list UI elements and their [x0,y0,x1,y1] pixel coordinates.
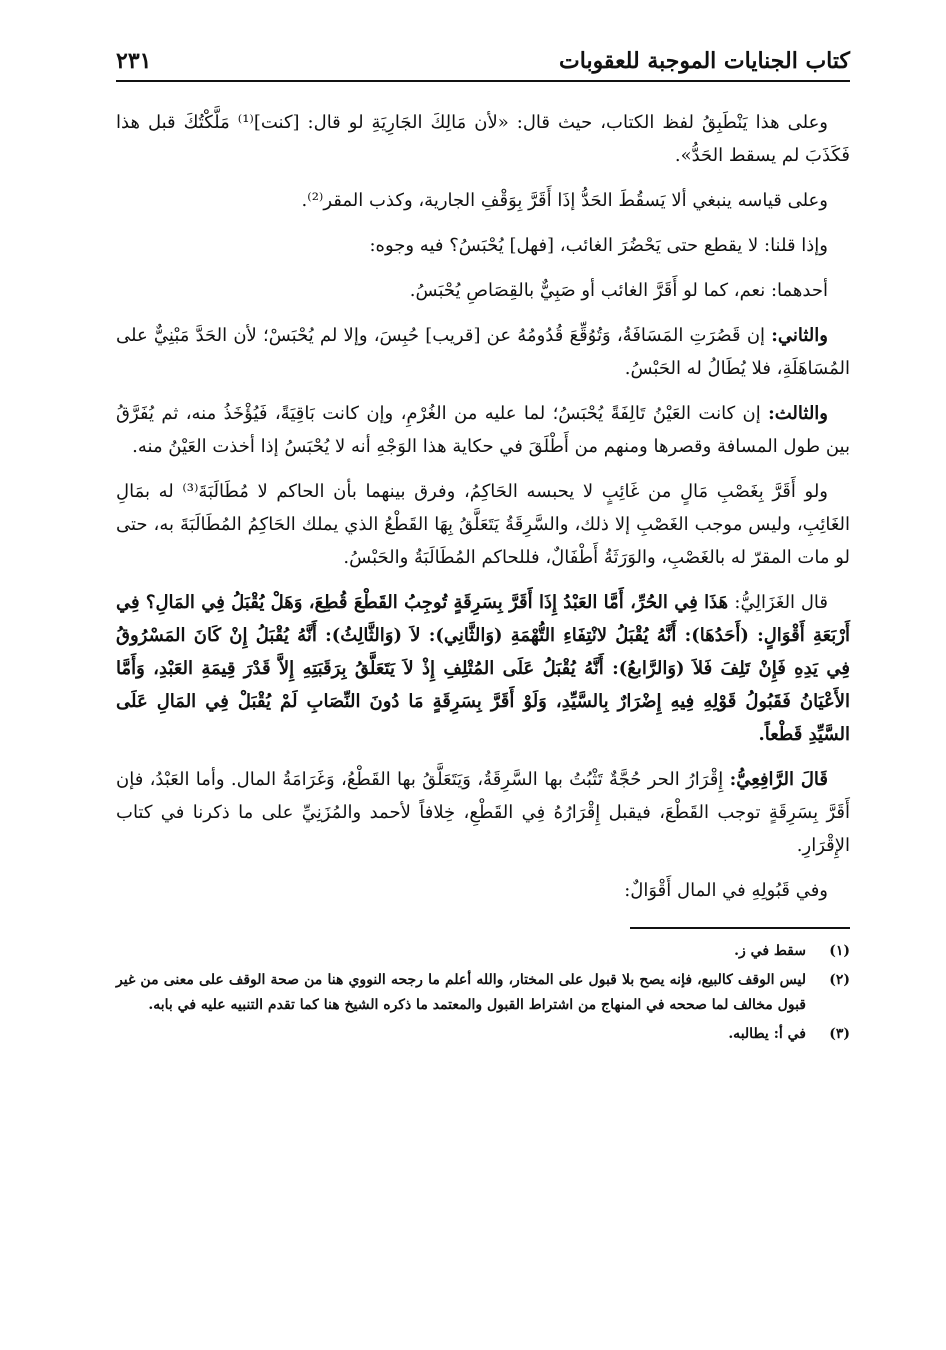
footnote-text: في أ: يطالبه. [728,1026,806,1042]
paragraph: ولو أَقَرَّ بِغَصْبِ مَالٍ من غَائِبٍ لا يحبسه الحَاكِمُ، وفرق بينهما بأن الحاكم لا مُطَالَبَةَ⁽³⁾ له بمَالِ الغَائِبِ، وليس موجب الغَصْبِ إلا ذلك، والسَّرِقَةُ يَتَعَلَّقُ بِهَا القَطْعُ الذي يملك الحَاكِمُ المُطَالَبَةَ به، حتى لو مات المقرّ له بالغَصْبِ، والوَرَثَةُ أَطْفَالٌ، فللحاكم المُطَالَبَةُ والحَبْسُ. [116,481,850,568]
paragraph: وإذا قلنا: لا يقطع حتى يَحْضُرَ الغائب، [فهل] يُحْبَسُ؟ فيه وجوه: [369,235,828,256]
running-header [116,48,850,82]
footnote-number: (٢) [829,972,850,988]
footnote [116,939,850,964]
paragraph-label: قَالَ الرَّافِعِيُّ: [729,769,828,790]
paragraph-label: والثالث: [768,403,828,424]
paragraph: والثالث: إن كانت العَيْنُ تَالِفَةً يُحْبَسُ؛ لما عليه من الغُرْمِ، وإن كانت بَاقِيَةً، فَيُؤْخَذُ منه، ثم يُفَرَّقُ بين طول المسافة وقصرها ومنهم من أَطْلَقَ في حكاية هذا الوَجْهِ أنه لا يُحْبَسُ إذا أخذت العَيْنُ منه. [116,403,850,457]
footnote-number: (١) [829,943,850,959]
footnote-text: ليس الوقف كالبيع، فإنه يصح بلا قبول على المختار، والله أعلم ما رجحه النووي هنا من صحة الوقف على معنى من غير قبول مخالف لما صححه في المنهاج من اشتراط القبول والمعتمد ما ذكره الشيخ هنا كما تقدم التنبيه عليه في بابه. [116,972,806,1013]
paragraph: وعلى قياسه ينبغي ألا يَسقُطَ الحَدُّ إذَا أَقَرَّ بِوَقْفِ الجارية، وكذب المقر⁽²⁾. [301,190,828,211]
header-title: كتاب الجنايات الموجبة للعقوبات [559,48,850,74]
paragraph-label: قال الغَزَالِيُّ: [734,592,828,613]
footnote [116,968,850,1018]
ghazali-quote: قال الغَزَالِيُّ: هَذَا فِي الحُرِّ، أَمَّا العَبْدُ إِذَا أَقَرَّ بِسَرِقَةٍ تُوجِبُ القَطْعَ قُطِعَ، وَهَلْ يُقْبَلُ فِي المَالِ؟ فِي أَرْبَعَةِ أَقْوَالٍ: (أَحَدُهَا): أَنَّهُ يُقْبَلُ لانْتِفَاءِ التُّهْمَةِ (وَالثَّانِي): لاَ (وَالثَّالِثُ): أَنَّهُ يُقْبَلُ إِنْ كَانَ المَسْرُوقُ فِي يَدِهِ فَإِنْ تَلِفَ فَلاَ (وَالرَّابعُ): أَنَّهُ يُقْبَلُ عَلَى المُتْلِفِ إِذْ لاَ يَتَعَلَّقُ بِرَقَبَتِهِ إِلاَّ قَدْرَ قِيمَةِ العَبْدِ، وَأَمَّا الأَعْيَانُ فَقَبُولُ قَوْلِهِ فِيهِ إِضْرَارٌ بِالسَّيِّدِ، وَلَوْ أَقَرَّ بِسَرِقَةٍ مَا دُونَ النِّصَابِ لَمْ يُقْبَلْ فِي المَالِ عَلَى السَّيِّدِ قَطْعاً. [116,592,850,745]
footnote-divider [630,927,850,929]
footnote-number: (٣) [829,1026,850,1042]
paragraph: قَالَ الرَّافِعِيُّ: إِقْرَارُ الحر حُجَّةٌ تَثْبُتُ بها السَّرِقَةُ، وَيَتَعَلَّقُ بها القَطْعُ، وَغَرَامَةُ المال. وأما العَبْدُ، فإن أَقَرَّ بِسَرِقَةٍ توجب القَطْعَ، فيقبل إِقْرَارُهُ فِي القَطْعِ، خِلافاً لأحمد والمُزَنِيِّ على ما ذكرنا في كتاب الإِقْرَارِ. [116,769,850,856]
footnote-text: سقط في ز. [734,943,806,959]
footnotes [116,939,850,1047]
paragraph: أحدهما: نعم، كما لو أَقَرَّ الغائب أو صَبِيٌّ بالقِصَاصِ يُحْبَسُ. [409,280,828,301]
paragraph: وعلى هذا يَنْطَبِقُ لفظ الكتاب، حيث قال: «لأن مَالِكَ الجَارِيَةِ لو قال: [كنت]⁽¹⁾ مَلَّكْتُكَ قبل هذا فَكَذَبَ لم يسقط الحَدُّ». [116,112,850,166]
paragraph-label: والثاني: [771,325,828,346]
main-text [116,106,850,907]
paragraph: والثاني: إن قَصُرَتِ المَسَافَةُ، وَتُوُقِّعَ قُدُومُهُ عن [قريب] حُبِسَ، وإلا لم يُحْبَسْ؛ لأن الحَدَّ مَبْنِيٌّ على المُسَاهَلَةِ، فلا يُطَالُ له الحَبْسُ. [116,325,850,379]
page-number: ٢٣١ [116,48,152,74]
paragraph: وفي قَبُولِهِ في المال أَقْوَالٌ: [624,880,828,901]
footnote [116,1022,850,1047]
